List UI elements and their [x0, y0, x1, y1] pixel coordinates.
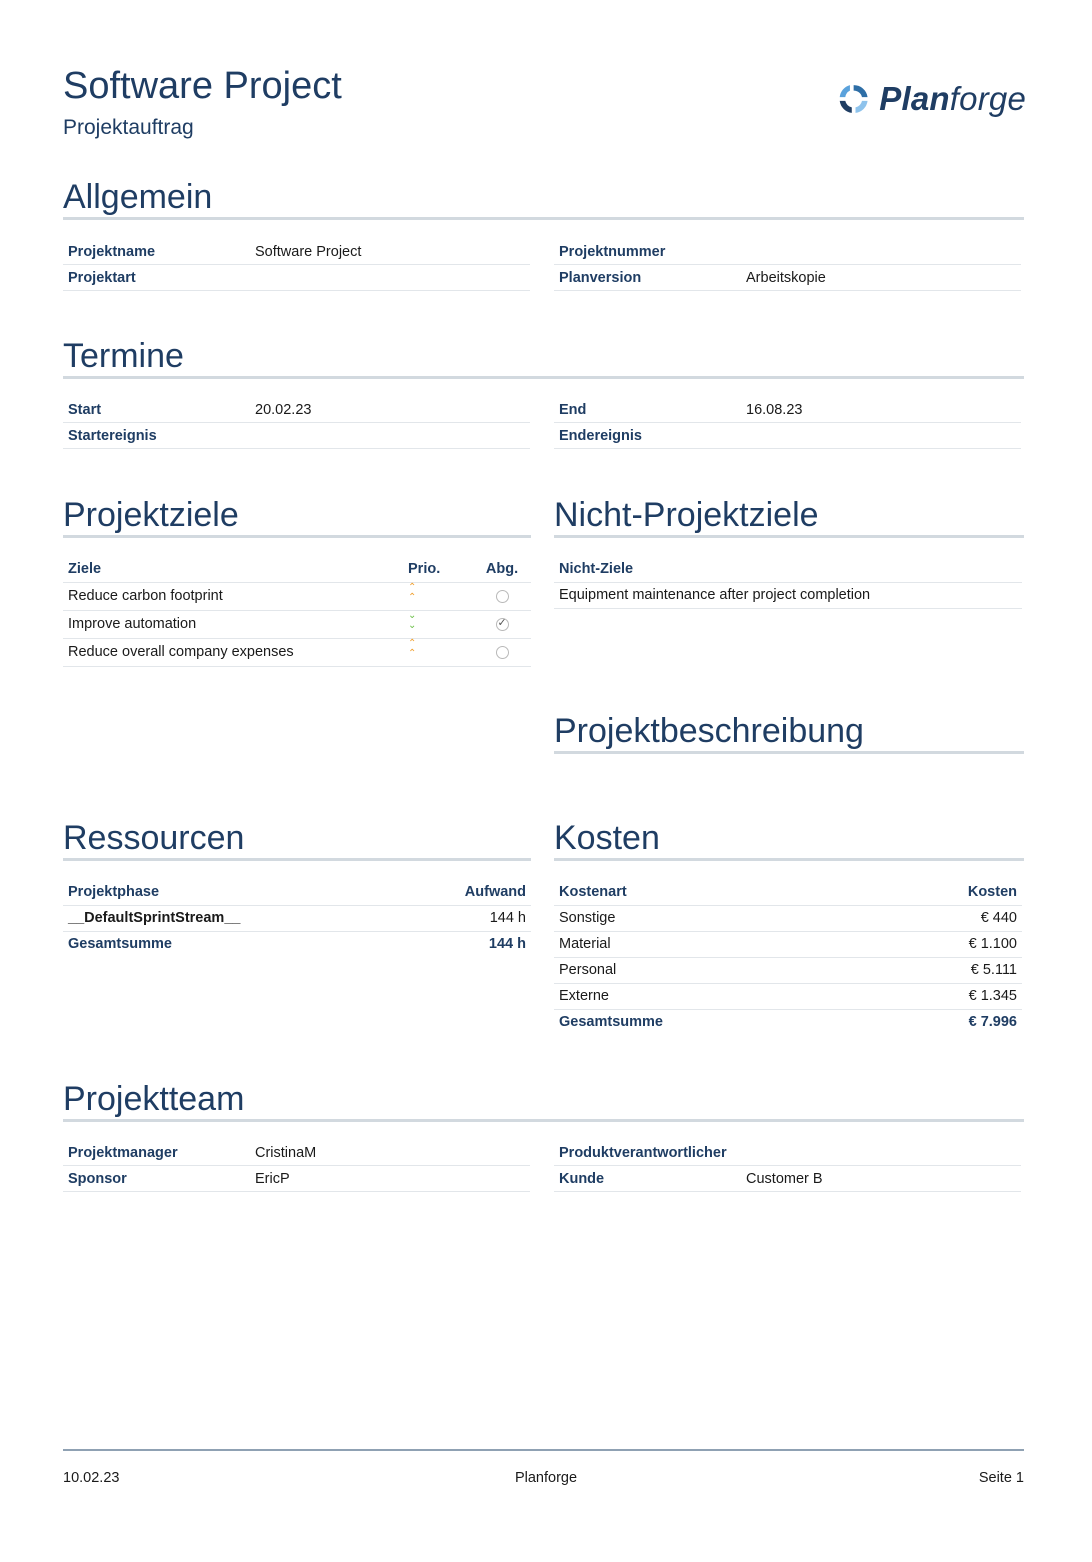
footer-divider: [63, 1449, 1024, 1451]
table-row: [554, 905, 1022, 931]
cost-type: Material: [554, 931, 862, 957]
kv-value: Customer B: [746, 1170, 823, 1187]
kv-row: [554, 239, 1021, 265]
section-heading-projektziele: Projektziele: [63, 496, 239, 534]
table-row: [554, 983, 1022, 1009]
cost-value: € 1.100: [862, 931, 1022, 957]
total-value: € 7.996: [968, 1014, 1017, 1031]
section-heading-kosten: Kosten: [554, 819, 660, 857]
kv-row: [63, 265, 530, 291]
cost-value: € 5.111: [862, 957, 1022, 983]
kv-key: Projektart: [68, 269, 136, 286]
table-header-row: [63, 556, 531, 582]
col-header-cost: Kosten: [862, 879, 1022, 905]
cost-type: Personal: [554, 957, 862, 983]
allgemein-left-list: [63, 239, 530, 291]
non-goals-table: [554, 556, 1022, 609]
done-radio[interactable]: [496, 590, 509, 603]
phase-effort: 144 h: [400, 905, 531, 931]
non-goals-table-wrapper: [554, 556, 1022, 609]
goal-text: Reduce carbon footprint: [63, 582, 403, 610]
section-divider: [63, 535, 531, 538]
total-row: [63, 931, 531, 957]
col-header-non-goal: Nicht-Ziele: [554, 556, 1022, 582]
goals-table-wrapper: [63, 556, 531, 667]
kv-row: [554, 265, 1021, 291]
resources-table-wrapper: [63, 879, 531, 957]
kv-row: [554, 423, 1021, 449]
page-title: Software Project: [63, 65, 342, 107]
goal-text: Reduce overall company expenses: [63, 638, 403, 666]
priority-low-icon: ⌄ ⌄: [408, 609, 417, 631]
cost-value: € 440: [862, 905, 1022, 931]
allgemein-right-list: [554, 239, 1021, 291]
total-row: [554, 1009, 1022, 1035]
table-row: [63, 638, 531, 666]
section-divider: [63, 376, 1024, 379]
kv-key: Endereignis: [559, 427, 642, 444]
kv-row: [554, 1140, 1021, 1166]
col-header-goal: Ziele: [63, 556, 403, 582]
costs-table: [554, 879, 1022, 1035]
cost-type: Externe: [554, 983, 862, 1009]
costs-table-wrapper: [554, 879, 1022, 1035]
kv-key: Sponsor: [68, 1170, 127, 1187]
kv-value: CristinaM: [255, 1144, 317, 1161]
priority-high-icon: ⌃ ⌃: [408, 581, 417, 603]
company-logo: [836, 78, 1026, 120]
section-divider: [63, 217, 1024, 220]
kv-value: Software Project: [255, 243, 362, 260]
col-header-cost-type: Kostenart: [554, 879, 862, 905]
table-header-row: [63, 879, 531, 905]
page-subtitle: Projektauftrag: [63, 116, 194, 139]
kv-key: Projektname: [68, 243, 156, 260]
table-row: [63, 610, 531, 638]
col-header-phase: Projektphase: [63, 879, 400, 905]
section-divider: [63, 1119, 1024, 1122]
priority-high-icon: ⌃ ⌃: [408, 637, 417, 659]
phase-name: __DefaultSprintStream__: [63, 905, 400, 931]
col-header-prio: Prio.: [403, 556, 473, 582]
section-divider: [554, 535, 1024, 538]
kv-row: [63, 397, 530, 423]
resources-table: [63, 879, 531, 957]
kv-row: [554, 397, 1021, 423]
kv-key: Startereignis: [68, 427, 157, 444]
total-label: Gesamtsumme: [68, 936, 172, 953]
kv-value: 16.08.23: [746, 401, 803, 418]
kv-value: EricP: [255, 1170, 290, 1187]
logo-text-bold: Plan: [879, 80, 950, 117]
section-heading-nicht-projektziele: Nicht-Projektziele: [554, 496, 819, 534]
termine-right-list: [554, 397, 1021, 449]
col-header-done: Abg.: [473, 556, 531, 582]
done-radio[interactable]: [496, 646, 509, 659]
kv-key: Projektmanager: [68, 1144, 178, 1161]
table-header-row: [554, 879, 1022, 905]
kv-row: [63, 239, 530, 265]
footer-page-number: Seite 1: [978, 1470, 1024, 1486]
done-radio-checked[interactable]: [496, 618, 509, 631]
total-value: 144 h: [488, 936, 526, 953]
section-divider: [554, 751, 1024, 754]
kv-row: [63, 1166, 530, 1192]
section-heading-projektbeschreibung: Projektbeschreibung: [554, 712, 864, 750]
section-divider: [554, 858, 1024, 861]
kv-row: [63, 423, 530, 449]
table-row: [554, 931, 1022, 957]
total-label: Gesamtsumme: [559, 1014, 663, 1031]
kv-value: 20.02.23: [255, 401, 312, 418]
kv-key: Projektnummer: [559, 243, 666, 260]
logo-text-rest: forge: [949, 80, 1026, 117]
section-heading-allgemein: Allgemein: [63, 178, 213, 216]
team-left-list: [63, 1140, 530, 1192]
kv-key: Planversion: [559, 269, 642, 286]
kv-key: Kunde: [559, 1170, 605, 1187]
cost-value: € 1.345: [862, 983, 1022, 1009]
table-row: [554, 582, 1022, 608]
team-right-list: [554, 1140, 1021, 1192]
section-heading-termine: Termine: [63, 337, 184, 375]
goals-table: [63, 556, 531, 667]
section-heading-projektteam: Projektteam: [63, 1080, 245, 1118]
table-header-row: [554, 556, 1022, 582]
kv-row: [554, 1166, 1021, 1192]
table-row: [63, 582, 531, 610]
kv-value: Arbeitskopie: [746, 269, 826, 286]
kv-key: Start: [68, 401, 102, 418]
table-row: [63, 905, 531, 931]
goal-text: Improve automation: [63, 610, 403, 638]
col-header-effort: Aufwand: [400, 879, 531, 905]
termine-left-list: [63, 397, 530, 449]
footer-date: 10.02.23: [63, 1470, 120, 1486]
table-row: [554, 957, 1022, 983]
non-goal-text: Equipment maintenance after project completion: [554, 582, 1022, 608]
cost-type: Sonstige: [554, 905, 862, 931]
section-heading-ressourcen: Ressourcen: [63, 819, 245, 857]
section-divider: [63, 858, 531, 861]
planforge-logo-icon: [836, 81, 871, 117]
footer-company: Planforge: [514, 1470, 578, 1486]
kv-key: Produktverantwortlicher: [559, 1144, 727, 1161]
kv-row: [63, 1140, 530, 1166]
kv-key: End: [559, 401, 587, 418]
